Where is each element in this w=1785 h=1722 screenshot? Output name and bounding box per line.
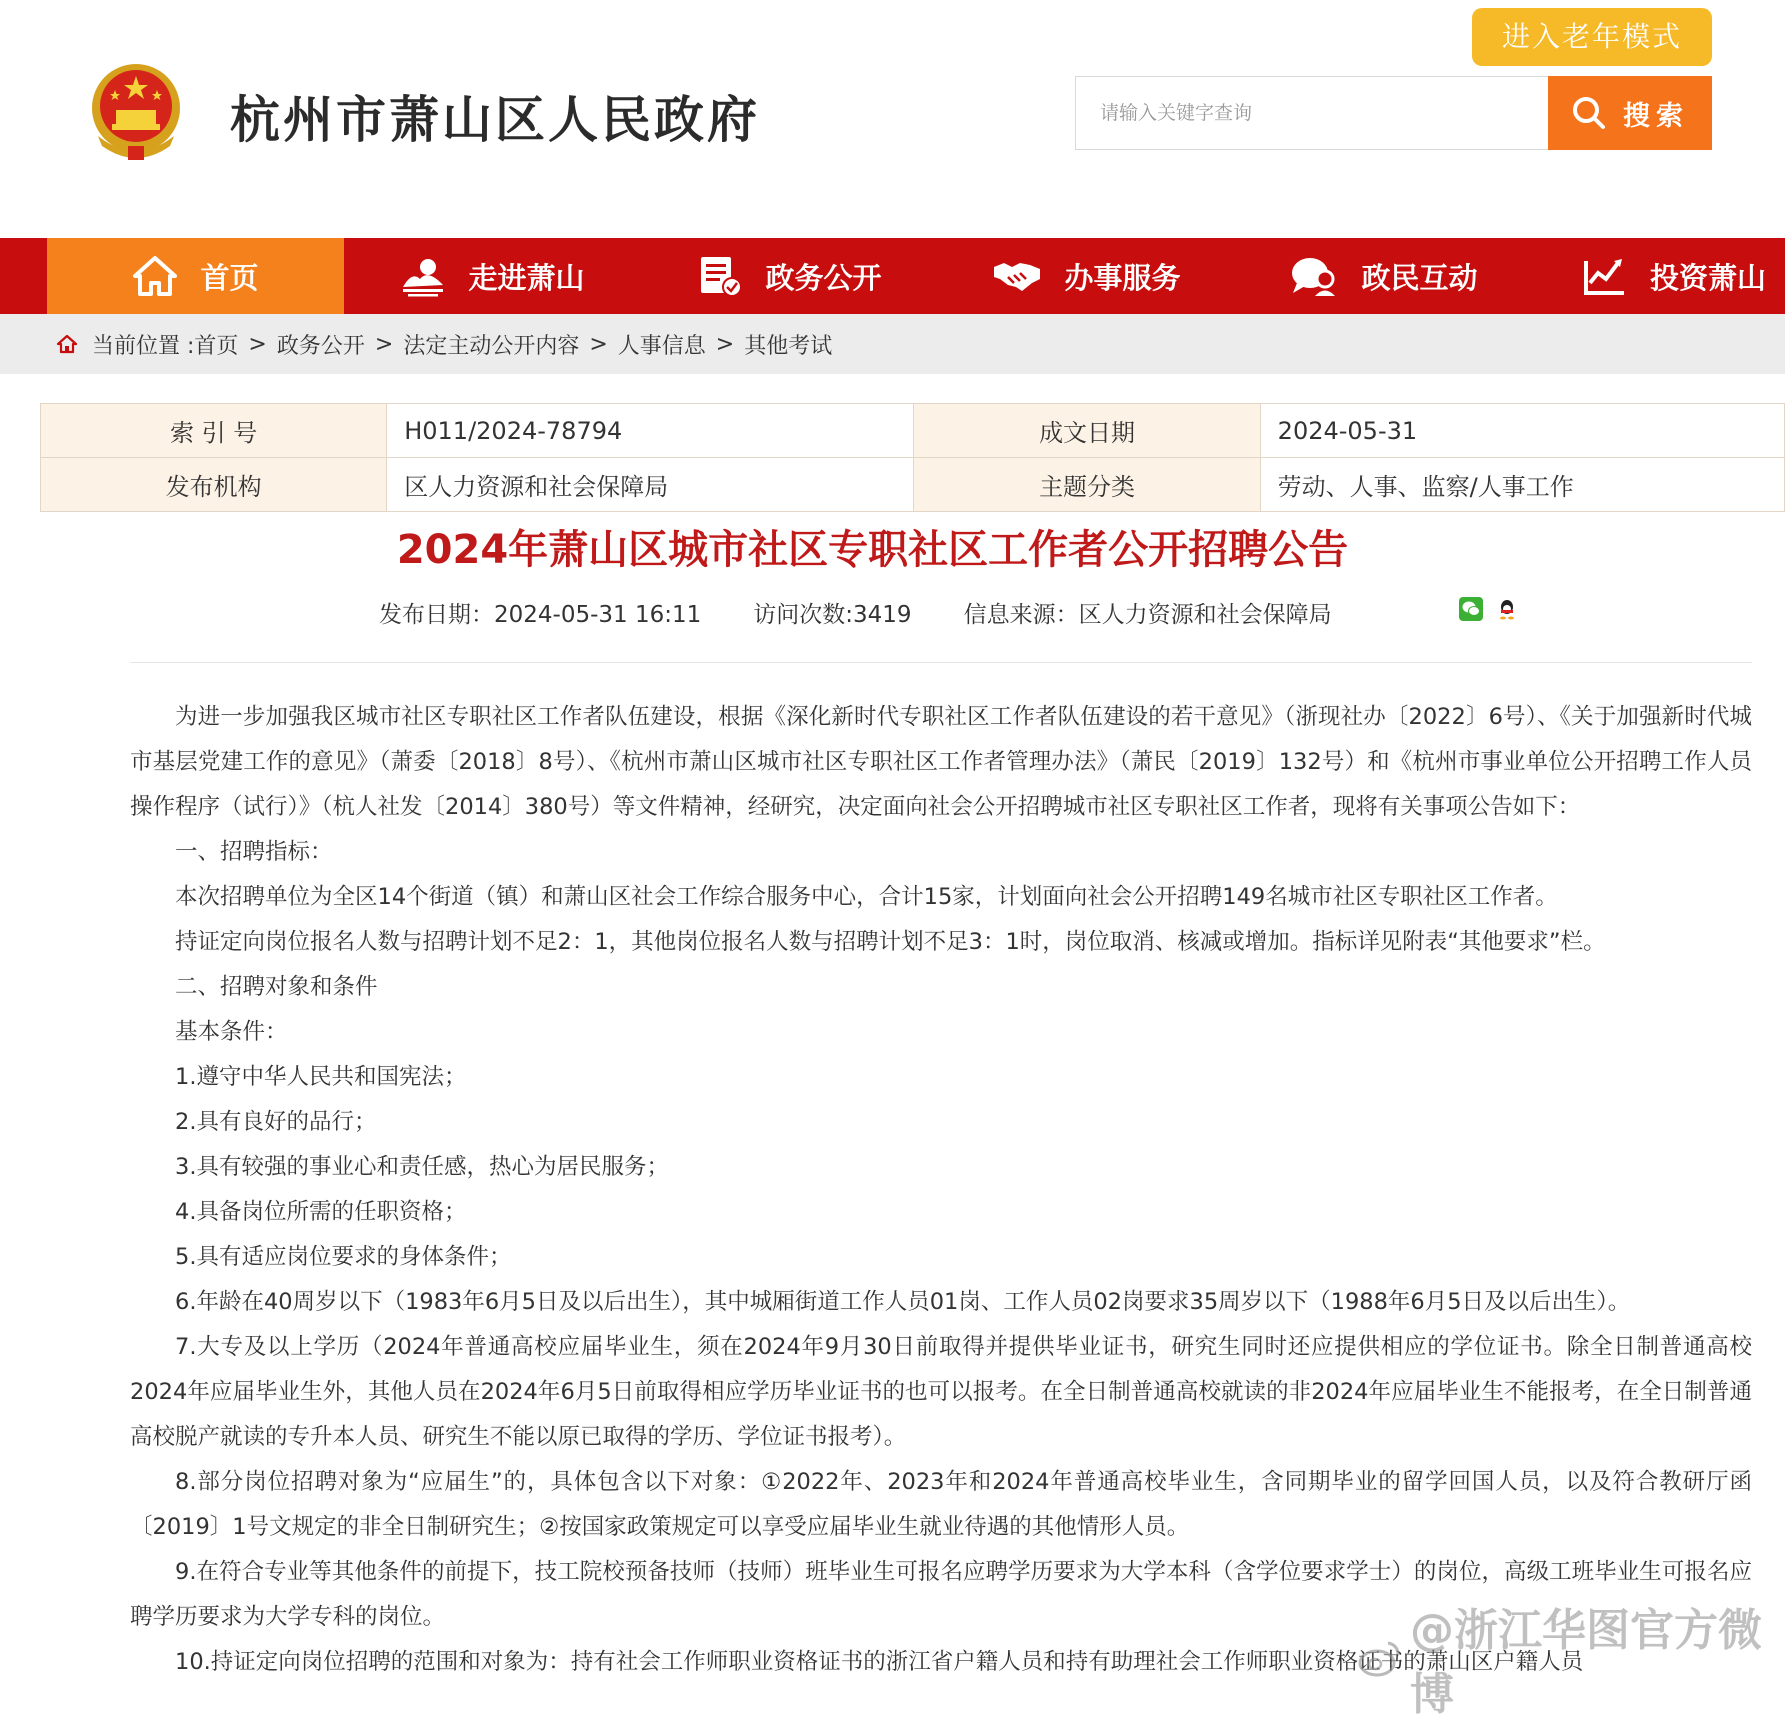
nav-item-label: 投资萧山 xyxy=(1650,260,1767,295)
org-label: 发布机构 xyxy=(41,458,387,512)
paragraph: 持证定向岗位报名人数与招聘计划不足2：1，其他岗位报名人数与招聘计划不足3：1时，岗位取消、核减或增加。指标详见附表“其他要求”栏。 xyxy=(175,929,1606,955)
date-label: 成文日期 xyxy=(914,404,1260,458)
nav-item-gov-affairs[interactable] xyxy=(641,238,938,314)
weibo-icon xyxy=(1358,1639,1402,1677)
handshake-icon xyxy=(992,255,1042,297)
article-body xyxy=(130,695,1752,1685)
nav-item-label: 政务公开 xyxy=(765,260,882,295)
paragraph: 4.具备岗位所需的任职资格； xyxy=(175,1199,467,1225)
breadcrumb-other-exams[interactable]: 其他考试 xyxy=(744,333,833,359)
weibo-watermark xyxy=(1358,1594,1785,1722)
nav-item-about-xiaoshan[interactable] xyxy=(344,238,641,314)
search-button[interactable] xyxy=(1548,76,1712,150)
document-info-table xyxy=(40,403,1785,512)
visit-count: 访问次数:3419 xyxy=(753,602,912,628)
search-icon xyxy=(1571,95,1607,131)
org-value: 区人力资源和社会保障局 xyxy=(387,458,914,512)
paragraph: 7.大专及以上学历（2024年普通高校应届毕业生，须在2024年9月30日前取得并提供毕业证书，研究生同时还应提供相应的学位证书。除全日制普通高校2024年应届毕业生外，其他人员在2024年6月5日前取得相应学历毕业证书的也可以报考。在全日制普通高校就读的非2024年应届毕业生不能报考，在全日制普通高校脱产就读的专升本人员、研究生不能以原已取得的学历、学位证书报考）。 xyxy=(130,1334,1752,1450)
chat-user-icon xyxy=(1289,255,1339,297)
breadcrumb-prefix: 当前位置 : xyxy=(92,333,195,359)
paragraph: 9.在符合专业等其他条件的前提下，技工院校预备技师（技师）班毕业生可报名应聘学历要求为大学本科（含学位要求学士）的岗位，高级工班毕业生可报名应聘学历要求为大学专科的岗位。 xyxy=(130,1559,1752,1630)
breadcrumb-separator: > xyxy=(248,331,267,357)
paragraph: 6.年龄在40周岁以下（1983年6月5日及以后出生），其中城厢街道工作人员01岗、工作人员02岗要求35周岁以下（1988年6月5日及以后出生）。 xyxy=(175,1289,1631,1315)
date-value: 2024-05-31 xyxy=(1260,404,1784,458)
paragraph: 基本条件： xyxy=(175,1019,288,1045)
breadcrumb-gov-affairs[interactable]: 政务公开 xyxy=(276,333,365,359)
article-title: 2024年萧山区城市社区专职社区工作者公开招聘公告 xyxy=(396,527,1349,573)
national-emblem-logo xyxy=(88,62,184,162)
index-label: 索 引 号 xyxy=(41,404,387,458)
breadcrumb-statutory[interactable]: 法定主动公开内容 xyxy=(403,333,580,359)
watermark-text: @浙江华图官方微博 xyxy=(1410,1605,1762,1720)
elder-mode-button[interactable]: 进入老年模式 xyxy=(1472,8,1712,66)
topic-label: 主题分类 xyxy=(914,458,1260,512)
breadcrumb-personnel[interactable]: 人事信息 xyxy=(617,333,706,359)
nav-item-label: 办事服务 xyxy=(1064,260,1181,295)
document-check-icon xyxy=(697,255,743,297)
paragraph: 8.部分岗位招聘对象为“应届生”的，具体包含以下对象：①2022年、2023年和2024年普通高校毕业生，含同期毕业的留学回国人员，以及符合教研厅函〔2019〕1号文规定的非全日制研究生；②按国家政策规定可以享受应届毕业生就业待遇的其他情形人员。 xyxy=(130,1469,1752,1540)
paragraph: 10.持证定向岗位招聘的范围和对象为：持有社会工作师职业资格证书的浙江省户籍人员和持有助理社会工作师职业资格证书的萧山区户籍人员 xyxy=(175,1649,1584,1675)
main-nav xyxy=(0,238,1785,314)
paragraph: 3.具有较强的事业心和责任感，热心为居民服务； xyxy=(175,1154,669,1180)
nav-item-label: 首页 xyxy=(200,260,259,295)
home-icon xyxy=(132,255,178,297)
qq-share-icon[interactable] xyxy=(1495,597,1519,621)
paragraph: 为进一步加强我区城市社区专职社区工作者队伍建设，根据《深化新时代专职社区工作者队伍建设的若干意见》（浙现社办〔2022〕6号）、《关于加强新时代城市基层党建工作的意见》（萧委〔2018〕8号）、《杭州市萧山区城市社区专职社区工作者管理办法》（萧民〔2019〕132号）和《杭州市事业单位公开招聘工作人员操作程序（试行）》（杭人社发〔2014〕380号）等文件精神，经研究，决定面向社会公开招聘城市社区专职社区工作者，现将有关事项公告如下： xyxy=(130,704,1752,820)
paragraph: 本次招聘单位为全区14个街道（镇）和萧山区社会工作综合服务中心，合计15家，计划面向社会公开招聘149名城市社区专职社区工作者。 xyxy=(175,884,1558,910)
nav-item-label: 走进萧山 xyxy=(468,260,585,295)
breadcrumb-separator: > xyxy=(589,331,608,357)
wechat-share-icon[interactable] xyxy=(1459,597,1483,621)
breadcrumb-home[interactable]: 首页 xyxy=(194,333,239,359)
article-meta xyxy=(379,596,1332,629)
paragraph: 一、招聘指标： xyxy=(175,839,333,865)
topic-value: 劳动、人事、监察/人事工作 xyxy=(1260,458,1784,512)
paragraph: 5.具有适应岗位要求的身体条件； xyxy=(175,1244,512,1270)
search-box xyxy=(1075,76,1549,150)
info-source: 信息来源：区人力资源和社会保障局 xyxy=(963,602,1332,628)
breadcrumb-separator: > xyxy=(374,331,394,357)
site-header xyxy=(0,0,1785,238)
nav-item-interaction[interactable] xyxy=(1235,238,1532,314)
nav-item-label: 政民互动 xyxy=(1361,260,1478,295)
location-home-icon xyxy=(56,334,78,354)
breadcrumb xyxy=(0,314,1785,374)
divider xyxy=(130,662,1752,663)
nav-item-invest[interactable] xyxy=(1532,238,1782,314)
table-row xyxy=(41,458,1785,512)
trend-chart-icon xyxy=(1582,255,1628,297)
search-button-label: 搜索 xyxy=(1623,100,1689,132)
paragraph: 2.具有良好的品行； xyxy=(175,1109,377,1135)
nav-item-home[interactable] xyxy=(47,238,344,314)
table-row xyxy=(41,404,1785,458)
breadcrumb-separator: > xyxy=(715,331,735,357)
search-input[interactable] xyxy=(1076,77,1548,149)
publish-date: 发布日期：2024-05-31 16:11 xyxy=(379,602,702,628)
site-title: 杭州市萧山区人民政府 xyxy=(230,91,760,149)
paragraph: 二、招聘对象和条件 xyxy=(175,974,378,1000)
nav-item-services[interactable] xyxy=(938,238,1235,314)
landscape-icon xyxy=(400,255,446,297)
paragraph: 1.遵守中华人民共和国宪法； xyxy=(175,1064,467,1090)
share-buttons xyxy=(1459,597,1519,621)
index-value: H011/2024-78794 xyxy=(387,404,914,458)
